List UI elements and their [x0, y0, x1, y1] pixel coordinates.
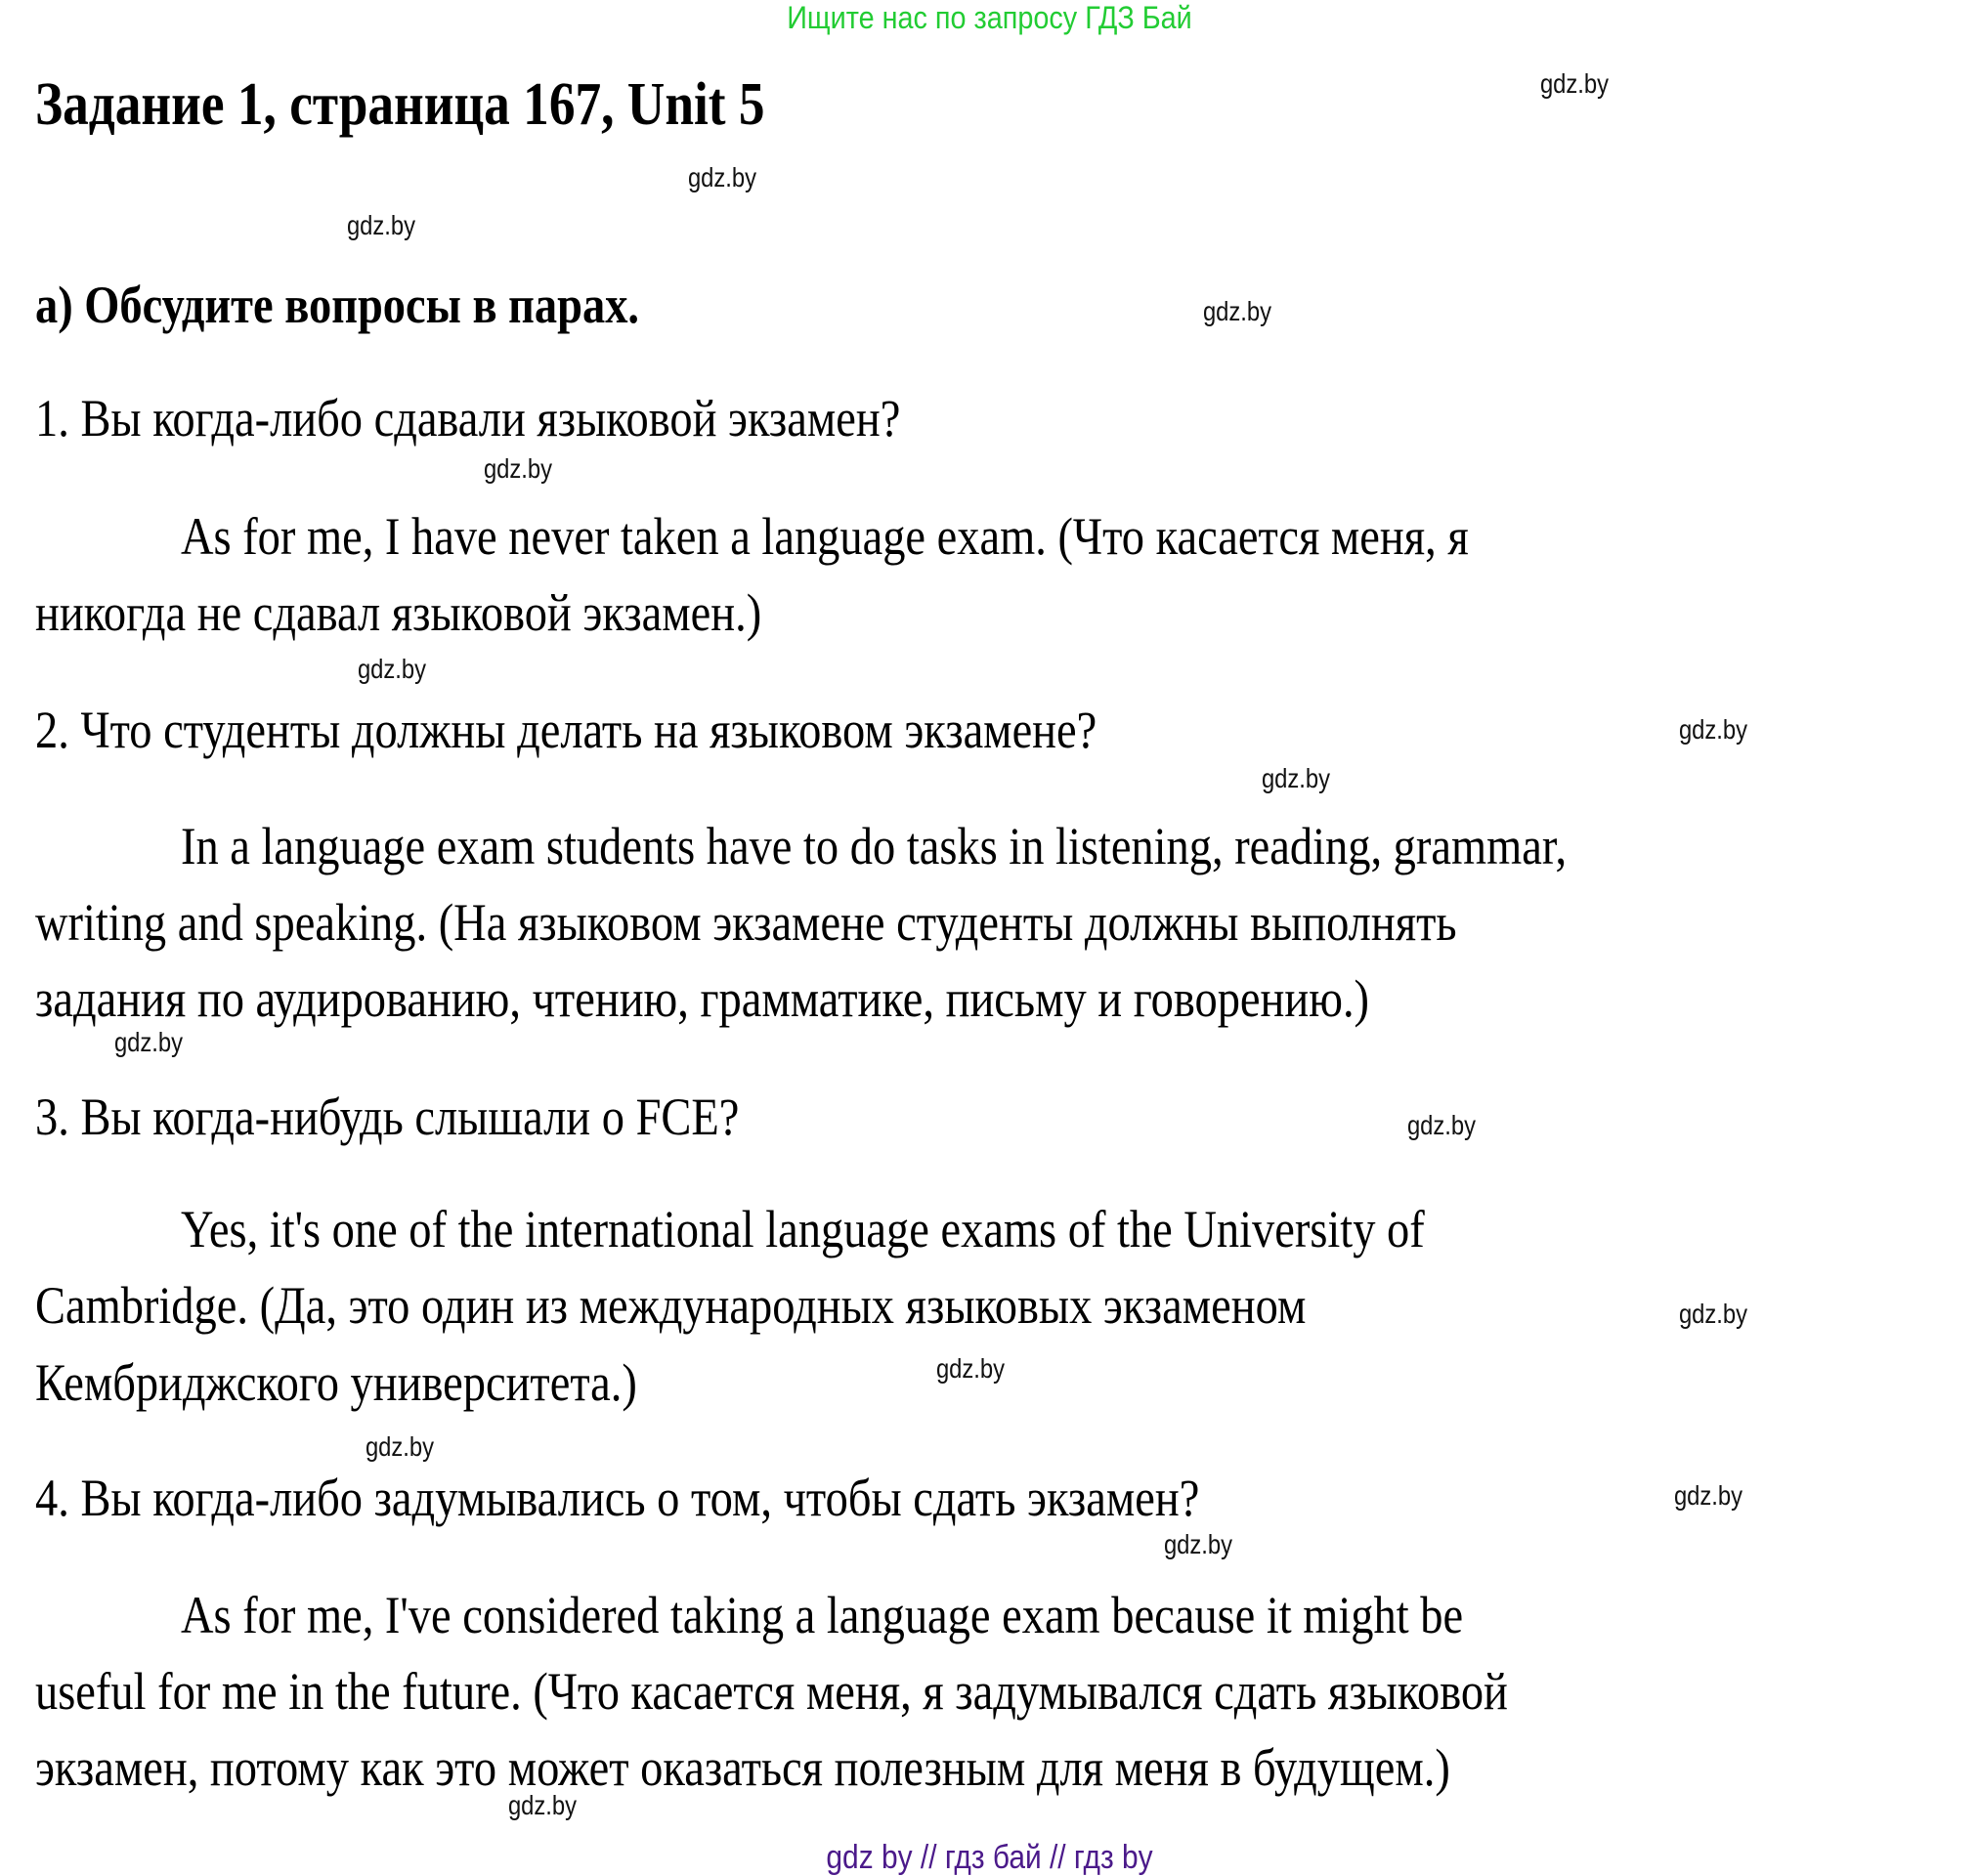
watermark: gdz.by [483, 453, 553, 484]
watermark: gdz.by [1163, 1529, 1233, 1559]
watermark: gdz.by [1406, 1110, 1477, 1140]
watermark: gdz.by [1678, 714, 1748, 745]
watermark: gdz.by [1673, 1480, 1743, 1511]
watermark: gdz.by [935, 1353, 1006, 1384]
page-title: Задание 1, страница 167, Unit 5 [35, 71, 765, 138]
answer-4-line-3: экзамен, потому как это может оказаться полезным для меня в будущем.) [35, 1738, 1450, 1797]
watermark: gdz.by [1678, 1299, 1748, 1329]
watermark: gdz.by [113, 1027, 184, 1057]
question-4: 4. Вы когда-либо задумывались о том, чтобы сдать экзамен? [35, 1469, 1200, 1527]
answer-3-line-3: Кембриджского университета.) [35, 1353, 637, 1412]
answer-4-line-1: As for me, I've considered taking a language exam because it might be [181, 1586, 1464, 1644]
watermark: gdz.by [687, 162, 757, 192]
watermark: gdz.by [346, 210, 416, 240]
watermark: gdz.by [1261, 763, 1331, 793]
answer-2-line-1: In a language exam students have to do tasks in listening, reading, grammar, [181, 817, 1568, 875]
question-3: 3. Вы когда-нибудь слышали о FCE? [35, 1087, 740, 1146]
answer-1-line-2: никогда не сдавал языковой экзамен.) [35, 583, 762, 642]
question-2: 2. Что студенты должны делать на языковом экзамене? [35, 701, 1097, 759]
question-1: 1. Вы когда-либо сдавали языковой экзамен? [35, 389, 901, 448]
answer-3-line-2: Cambridge. (Да, это один из международных языковых экзаменом [35, 1276, 1307, 1335]
task-instruction: а) Обсудите вопросы в парах. [35, 276, 640, 334]
search-banner: Ищите нас по запросу ГДЗ Бай [787, 0, 1192, 35]
footer-links: gdz by // гдз бай // гдз by [826, 1839, 1153, 1876]
watermark: gdz.by [507, 1790, 578, 1820]
answer-2-line-2: writing and speaking. (На языковом экзамене студенты должны выполнять [35, 893, 1457, 952]
answer-1-line-1: As for me, I have never taken a language exam. (Что касается меня, я [181, 507, 1469, 566]
watermark: gdz.by [357, 654, 427, 684]
answer-3-line-1: Yes, it's one of the international language exams of the University of [181, 1200, 1425, 1258]
watermark: gdz.by [1202, 296, 1272, 326]
answer-2-line-3: задания по аудированию, чтению, грамматике, письму и говорению.) [35, 969, 1370, 1028]
answer-4-line-2: useful for me in the future. (Что касается меня, я задумывался сдать языковой [35, 1662, 1508, 1721]
watermark: gdz.by [1539, 68, 1610, 99]
watermark: gdz.by [365, 1431, 435, 1462]
